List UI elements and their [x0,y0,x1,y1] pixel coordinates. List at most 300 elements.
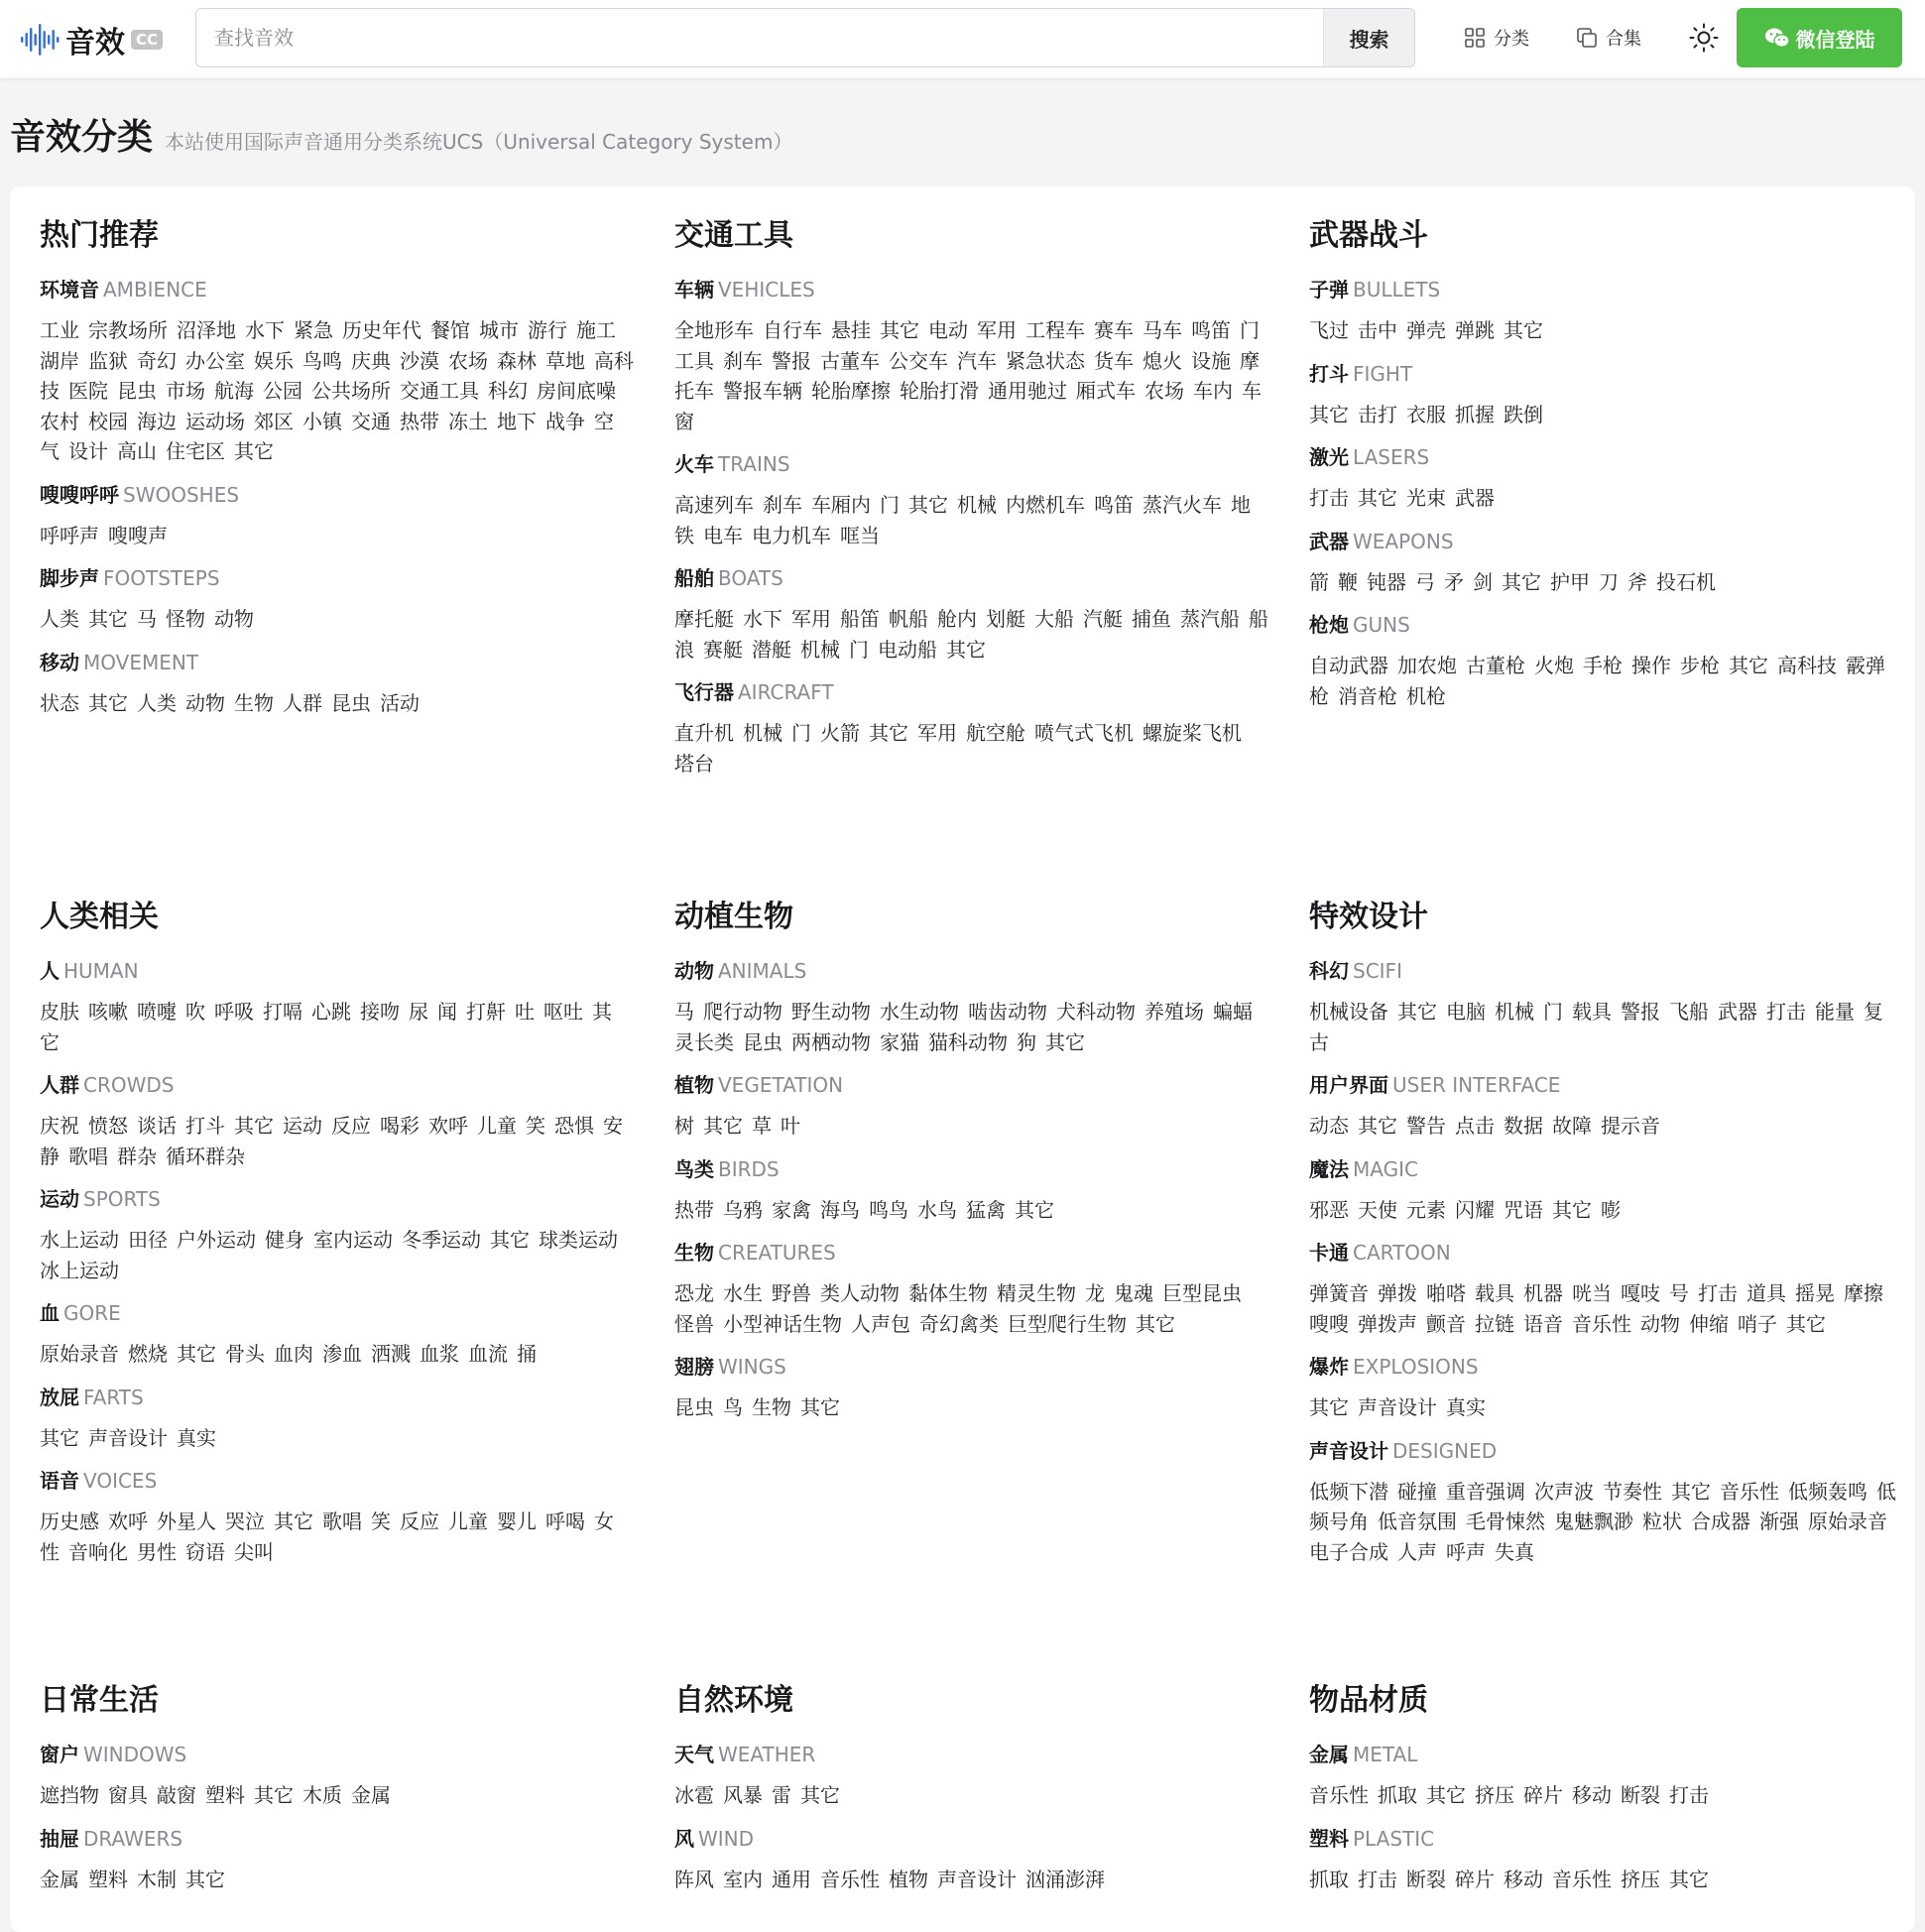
tag-link[interactable]: 嗖嗖 [1309,1311,1349,1336]
tag-link[interactable]: 反应 [331,1114,371,1138]
tag-link[interactable]: 接吻 [360,1000,400,1024]
tag-link[interactable]: 悬挂 [831,318,871,342]
tag-link[interactable]: 其它 [869,721,908,745]
tag-link[interactable]: 公园 [263,379,302,403]
tag-link[interactable]: 设计 [68,439,108,463]
tag-link[interactable]: 水下 [743,607,782,631]
tag-link[interactable]: 鸣笛 [1094,493,1134,517]
tag-link[interactable]: 抓取 [1309,1867,1349,1891]
tag-link[interactable]: 巨型昆虫 [1162,1281,1242,1305]
tag-link[interactable]: 其它 [1504,318,1543,342]
tag-link[interactable]: 机械 [743,721,782,745]
subcategory-heading[interactable] [40,564,635,592]
tag-link[interactable]: 血浆 [420,1342,459,1366]
tag-link[interactable]: 真实 [177,1425,216,1450]
tag-link[interactable]: 摩托艇 [674,607,734,631]
subcategory-heading[interactable] [674,1825,1269,1853]
tag-link[interactable]: 打嗝 [263,1000,302,1024]
tag-link[interactable]: 语音 [1523,1311,1563,1336]
tag-link[interactable]: 历史感 [40,1509,99,1533]
tag-link[interactable]: 火箭 [820,721,860,745]
subcategory-heading[interactable] [40,1384,635,1411]
tag-link[interactable]: 警告 [1406,1114,1446,1138]
tag-link[interactable]: 箭 [1309,569,1329,594]
site-logo[interactable] [20,18,163,61]
tag-link[interactable]: 航空舱 [966,721,1025,745]
tag-link[interactable]: 龙 [1085,1281,1105,1305]
tag-link[interactable]: 湖岸 [40,348,79,373]
tag-link[interactable]: 螺旋桨飞机 [1143,721,1242,745]
tag-link[interactable]: 音乐性 [1572,1311,1631,1336]
tag-link[interactable]: 其它 [1309,1395,1349,1419]
tag-link[interactable]: 水下 [245,318,285,342]
tag-link[interactable]: 航海 [214,379,254,403]
tag-link[interactable]: 喷嚏 [137,1000,177,1024]
subcategory-heading[interactable] [674,678,1269,706]
tag-link[interactable]: 钝器 [1367,569,1406,594]
tag-link[interactable]: 打斗 [185,1114,225,1138]
tag-link[interactable]: 碰撞 [1397,1479,1437,1504]
tag-link[interactable]: 其它 [1397,1000,1437,1024]
tag-link[interactable]: 其它 [1015,1197,1054,1222]
tag-link[interactable]: 田径 [128,1228,168,1252]
tag-link[interactable]: 打击 [1766,1000,1806,1024]
tag-link[interactable]: 血流 [468,1342,508,1366]
tag-link[interactable]: 工程车 [1025,318,1085,342]
subcategory-heading[interactable] [674,1155,1269,1183]
tag-link[interactable]: 医院 [68,379,108,403]
tag-link[interactable]: 移动 [1504,1867,1543,1891]
tag-link[interactable]: 哭泣 [225,1509,265,1533]
tag-link[interactable]: 声音设计 [1358,1395,1437,1419]
tag-link[interactable]: 灵长类 [674,1029,734,1054]
tag-link[interactable]: 运动 [283,1114,322,1138]
tag-link[interactable]: 重音强调 [1446,1479,1525,1504]
subcategory-heading[interactable] [1309,1437,1904,1465]
tag-link[interactable]: 呼呼声 [40,523,99,547]
tag-link[interactable]: 啪嗒 [1426,1281,1466,1305]
tag-link[interactable]: 塔台 [674,751,714,776]
tag-link[interactable]: 其它 [1669,1867,1709,1891]
tag-link[interactable]: 其它 [1552,1197,1592,1222]
tag-link[interactable]: 抓取 [1378,1783,1417,1807]
tag-link[interactable]: 其它 [234,1114,274,1138]
tag-link[interactable]: 狗 [1017,1029,1036,1054]
tag-link[interactable]: 水鸟 [917,1197,957,1222]
tag-link[interactable]: 恐惧 [554,1114,594,1138]
tag-link[interactable]: 弓 [1415,569,1435,594]
tag-link[interactable]: 蒸汽火车 [1143,493,1222,517]
tag-link[interactable]: 歌唱 [322,1509,362,1533]
tag-link[interactable]: 其它 [1045,1029,1085,1054]
tag-link[interactable]: 科幻 [488,379,528,403]
tag-link[interactable]: 斧 [1627,569,1647,594]
tag-link[interactable]: 其它 [1358,486,1397,510]
tag-link[interactable]: 自行车 [763,318,822,342]
tag-link[interactable]: 复古 [1309,1000,1883,1054]
tag-link[interactable]: 自动武器 [1309,654,1388,677]
tag-link[interactable]: 群杂 [117,1144,157,1168]
tag-link[interactable]: 其它 [490,1228,530,1252]
tag-link[interactable]: 抓握 [1455,402,1495,426]
subcategory-heading[interactable] [1309,276,1904,303]
tag-link[interactable]: 紧急状态 [1006,348,1085,373]
tag-link[interactable]: 森林 [497,348,537,373]
tag-link[interactable]: 捕鱼 [1132,607,1171,631]
tag-link[interactable]: 元素 [1406,1197,1446,1222]
tag-link[interactable]: 办公室 [185,348,245,373]
tag-link[interactable]: 低频下潜 [1309,1479,1388,1504]
tag-link[interactable]: 毛骨悚然 [1466,1509,1545,1533]
tag-link[interactable]: 机器 [1523,1281,1563,1305]
tag-link[interactable]: 雷 [772,1783,791,1807]
tag-link[interactable]: 帆船 [889,607,928,631]
tag-link[interactable]: 其它 [88,607,128,631]
tag-link[interactable]: 草 [752,1114,772,1138]
tag-link[interactable]: 打击 [1358,1867,1397,1891]
tag-link[interactable]: 冰上运动 [40,1258,119,1282]
tag-link[interactable]: 弹簧音 [1309,1281,1369,1305]
tag-link[interactable]: 能量 [1815,1000,1855,1024]
tag-link[interactable]: 人声 [1397,1539,1437,1564]
subcategory-heading[interactable] [674,276,1269,303]
tag-link[interactable]: 护甲 [1550,569,1590,594]
tag-link[interactable]: 高山 [117,439,157,463]
tag-link[interactable]: 儿童 [448,1509,488,1533]
tag-link[interactable]: 弹拨声 [1358,1311,1417,1336]
tag-link[interactable]: 车窗 [674,379,1262,433]
tag-link[interactable]: 飞过 [1309,318,1349,342]
tag-link[interactable]: 生物 [752,1395,791,1419]
tag-link[interactable]: 宗教场所 [88,318,168,342]
tag-link[interactable]: 类人动物 [820,1281,900,1305]
tag-link[interactable]: 爬行动物 [703,1000,782,1024]
tag-link[interactable]: 音乐性 [1309,1783,1369,1807]
tag-link[interactable]: 电力机车 [752,523,831,547]
nav-category[interactable] [1464,18,1529,58]
tag-link[interactable]: 昆虫 [331,690,371,715]
tag-link[interactable]: 工具 [674,348,714,373]
tag-link[interactable]: 其它 [88,690,128,715]
tag-link[interactable]: 车内 [1193,379,1233,403]
tag-link[interactable]: 外星人 [157,1509,216,1533]
tag-link[interactable]: 生物 [234,690,274,715]
tag-link[interactable]: 摇晃 [1795,1281,1835,1305]
subcategory-heading[interactable] [674,1071,1269,1099]
tag-link[interactable]: 野兽 [772,1281,811,1305]
tag-link[interactable]: 冰雹 [674,1783,714,1807]
tag-link[interactable]: 海鸟 [820,1197,860,1222]
tag-link[interactable]: 合成器 [1691,1509,1750,1533]
tag-link[interactable]: 嗖嗖声 [108,523,168,547]
tag-link[interactable]: 户外运动 [177,1228,256,1252]
tag-link[interactable]: 潜艇 [752,637,791,662]
tag-link[interactable]: 刀 [1599,569,1619,594]
tag-link[interactable]: 伸缩 [1689,1311,1729,1336]
tag-link[interactable]: 马 [674,1000,694,1024]
subcategory-heading[interactable] [40,481,635,509]
tag-link[interactable]: 挤压 [1475,1783,1514,1807]
subcategory-heading[interactable] [40,1467,635,1495]
tag-link[interactable]: 心跳 [311,1000,351,1024]
tag-link[interactable]: 汽艇 [1083,607,1123,631]
tag-link[interactable]: 人声包 [851,1311,910,1336]
tag-link[interactable]: 刹车 [723,348,763,373]
tag-link[interactable]: 鸟鸣 [302,348,342,373]
subcategory-heading[interactable] [1309,1353,1904,1381]
tag-link[interactable]: 其它 [40,1425,79,1450]
tag-link[interactable]: 公共场所 [311,379,391,403]
subcategory-heading[interactable] [40,1299,635,1327]
tag-link[interactable]: 呕吐 [543,1000,583,1024]
tag-link[interactable]: 通用驰过 [988,379,1067,403]
subcategory-heading[interactable] [674,1239,1269,1267]
tag-link[interactable]: 内燃机车 [1006,493,1085,517]
tag-link[interactable]: 武器 [1718,1000,1757,1024]
tag-link[interactable]: 赛车 [1094,318,1134,342]
tag-link[interactable]: 全地形车 [674,318,754,342]
tag-link[interactable]: 血肉 [274,1342,313,1366]
subcategory-heading[interactable] [40,1825,635,1853]
subcategory-heading[interactable] [674,1353,1269,1381]
subcategory-heading[interactable] [674,1741,1269,1768]
tag-link[interactable]: 击中 [1358,318,1397,342]
tag-link[interactable]: 机械 [800,637,840,662]
tag-link[interactable]: 其它 [1309,402,1349,426]
tag-link[interactable]: 公交车 [889,348,948,373]
tag-link[interactable]: 咒语 [1504,1197,1543,1222]
tag-link[interactable]: 冻土 [448,409,488,433]
tag-link[interactable]: 鸟 [723,1395,743,1419]
tag-link[interactable]: 庆典 [351,348,391,373]
tag-link[interactable]: 低频号角 [1309,1479,1896,1533]
tag-link[interactable]: 捅 [517,1342,537,1366]
tag-link[interactable]: 电子合成 [1309,1539,1388,1564]
tag-link[interactable]: 古董枪 [1466,654,1525,677]
tag-link[interactable]: 小型神话生物 [723,1311,842,1336]
tag-link[interactable]: 光束 [1406,486,1446,510]
tag-link[interactable]: 弹跳 [1455,318,1495,342]
tag-link[interactable]: 农场 [1144,379,1184,403]
tag-link[interactable]: 火炮 [1534,654,1574,677]
tag-link[interactable]: 舱内 [937,607,977,631]
tag-link[interactable]: 门 [1240,318,1260,342]
tag-link[interactable]: 大船 [1034,607,1074,631]
tag-link[interactable]: 其它 [1671,1479,1711,1504]
tag-link[interactable]: 犬科动物 [1056,1000,1136,1024]
tag-link[interactable]: 碎片 [1455,1867,1495,1891]
tag-link[interactable]: 断裂 [1621,1783,1660,1807]
tag-link[interactable]: 消音枪 [1338,683,1397,708]
tag-link[interactable]: 嘎吱 [1621,1281,1660,1305]
tag-link[interactable]: 猫科动物 [928,1029,1008,1054]
tag-link[interactable]: 其它 [908,493,948,517]
tag-link[interactable]: 吹 [185,1000,205,1024]
tag-link[interactable]: 安静 [40,1114,623,1168]
tag-link[interactable]: 室内运动 [313,1228,393,1252]
tag-link[interactable]: 人群 [283,690,322,715]
tag-link[interactable]: 剑 [1473,569,1493,594]
tag-link[interactable]: 昆虫 [743,1029,782,1054]
tag-link[interactable]: 咳嗽 [88,1000,128,1024]
tag-link[interactable]: 手枪 [1583,654,1623,677]
tag-link[interactable]: 汽车 [957,348,997,373]
tag-link[interactable]: 交通 [351,409,391,433]
tag-link[interactable]: 军用 [977,318,1017,342]
tag-link[interactable]: 歌唱 [68,1144,108,1168]
tag-link[interactable]: 啮齿动物 [968,1000,1047,1024]
tag-link[interactable]: 道具 [1746,1281,1786,1305]
tag-link[interactable]: 哨子 [1738,1311,1777,1336]
tag-link[interactable]: 其它 [703,1114,743,1138]
subcategory-heading[interactable] [1309,1071,1904,1099]
tag-link[interactable]: 其它 [274,1509,313,1533]
tag-link[interactable]: 低音氛围 [1378,1509,1457,1533]
tag-link[interactable]: 金属 [351,1783,391,1807]
tag-link[interactable]: 划艇 [986,607,1025,631]
tag-link[interactable]: 打击 [1669,1783,1709,1807]
subcategory-heading[interactable] [1309,1741,1904,1768]
tag-link[interactable]: 热带 [674,1197,714,1222]
tag-link[interactable]: 次声波 [1534,1479,1594,1504]
tag-link[interactable]: 木质 [302,1783,342,1807]
tag-link[interactable]: 养殖场 [1144,1000,1204,1024]
tag-link[interactable]: 其它 [185,1867,225,1891]
tag-link[interactable]: 马 [137,607,157,631]
tag-link[interactable]: 其它 [1786,1311,1826,1336]
tag-link[interactable]: 门 [791,721,811,745]
tag-link[interactable]: 电动 [928,318,968,342]
tag-link[interactable]: 娱乐 [254,348,294,373]
tag-link[interactable]: 鞭 [1338,569,1358,594]
tag-link[interactable]: 摩托车 [674,348,1260,403]
tag-link[interactable]: 警报 [772,348,811,373]
tag-link[interactable]: 呼吸 [214,1000,254,1024]
tag-link[interactable]: 呼喝 [545,1509,585,1533]
tag-link[interactable]: 洒溅 [371,1342,411,1366]
tag-link[interactable]: 号 [1669,1281,1689,1305]
tag-link[interactable]: 声音设计 [88,1425,168,1450]
tag-link[interactable]: 哐当 [840,523,880,547]
tag-link[interactable]: 塑料 [205,1783,245,1807]
tag-link[interactable]: 电脑 [1446,1000,1486,1024]
tag-link[interactable]: 餐馆 [430,318,470,342]
tag-link[interactable]: 操作 [1631,654,1671,677]
tag-link[interactable]: 阵风 [674,1867,714,1891]
tag-link[interactable]: 热带 [400,409,439,433]
tag-link[interactable]: 警报车辆 [723,379,802,403]
tag-link[interactable]: 精灵生物 [997,1281,1076,1305]
tag-link[interactable]: 矛 [1444,569,1464,594]
tag-link[interactable]: 骨头 [225,1342,265,1366]
tag-link[interactable]: 树 [674,1114,694,1138]
tag-link[interactable]: 古董车 [820,348,880,373]
tag-link[interactable]: 移动 [1572,1783,1612,1807]
tag-link[interactable]: 其它 [254,1783,294,1807]
subcategory-heading[interactable] [40,1741,635,1768]
tag-link[interactable]: 运动场 [185,409,245,433]
tag-link[interactable]: 轮胎打滑 [900,379,979,403]
tag-link[interactable]: 跌倒 [1504,402,1543,426]
tag-link[interactable]: 渗血 [322,1342,362,1366]
tag-link[interactable]: 室内 [723,1867,763,1891]
tag-link[interactable]: 男性 [137,1539,177,1564]
tag-link[interactable]: 遮挡物 [40,1783,99,1807]
tag-link[interactable]: 紧急 [294,318,333,342]
tag-link[interactable]: 其它 [1426,1783,1466,1807]
tag-link[interactable]: 海边 [137,409,177,433]
tag-link[interactable]: 故障 [1552,1114,1592,1138]
tag-link[interactable]: 刹车 [763,493,802,517]
tag-link[interactable]: 真实 [1446,1395,1486,1419]
tag-link[interactable]: 摩擦 [1844,1281,1883,1305]
tag-link[interactable]: 燃烧 [128,1342,168,1366]
subcategory-heading[interactable] [674,450,1269,478]
tag-link[interactable]: 汹涌澎湃 [1025,1867,1105,1891]
tag-link[interactable]: 猛禽 [966,1197,1006,1222]
subcategory-heading[interactable] [40,957,635,985]
tag-link[interactable]: 窃语 [185,1539,225,1564]
tag-link[interactable]: 人类 [40,607,79,631]
tag-link[interactable]: 鸣笛 [1191,318,1231,342]
tag-link[interactable]: 监狱 [88,348,128,373]
tag-link[interactable]: 低频轰鸣 [1788,1479,1867,1504]
tag-link[interactable]: 农场 [448,348,488,373]
tag-link[interactable]: 植物 [889,1867,928,1891]
tag-link[interactable]: 赛艇 [703,637,743,662]
tag-link[interactable]: 交通工具 [400,379,479,403]
tag-link[interactable]: 弹拨 [1378,1281,1417,1305]
tag-link[interactable]: 历史年代 [342,318,421,342]
tag-link[interactable]: 载具 [1572,1000,1612,1024]
tag-link[interactable]: 游行 [528,318,567,342]
theme-toggle[interactable] [1688,22,1720,54]
tag-link[interactable]: 声音设计 [937,1867,1017,1891]
tag-link[interactable]: 提示音 [1601,1114,1660,1138]
tag-link[interactable]: 动物 [185,690,225,715]
tag-link[interactable]: 儿童 [477,1114,517,1138]
tag-link[interactable]: 高科技 [40,348,634,403]
tag-link[interactable]: 其它 [800,1395,840,1419]
tag-link[interactable]: 呼声 [1446,1539,1486,1564]
tag-link[interactable]: 打鼾 [466,1000,506,1024]
tag-link[interactable]: 其它 [177,1342,216,1366]
tag-link[interactable]: 咣当 [1572,1281,1612,1305]
tag-link[interactable]: 婴儿 [497,1509,537,1533]
tag-link[interactable]: 庆祝 [40,1114,79,1138]
subcategory-heading[interactable] [40,1185,635,1213]
search-button[interactable]: 搜索 [1323,9,1414,66]
tag-link[interactable]: 农村 [40,409,79,433]
tag-link[interactable]: 市场 [166,379,205,403]
tag-link[interactable]: 野生动物 [791,1000,871,1024]
tag-link[interactable]: 健身 [265,1228,304,1252]
tag-link[interactable]: 活动 [380,690,420,715]
tag-link[interactable]: 房间底噪 [537,379,616,403]
tag-link[interactable]: 打击 [1309,486,1349,510]
tag-link[interactable]: 施工 [576,318,616,342]
tag-link[interactable]: 欢呼 [428,1114,468,1138]
tag-link[interactable]: 军用 [917,721,957,745]
tag-link[interactable]: 两栖动物 [791,1029,871,1054]
tag-link[interactable]: 动物 [1640,1311,1680,1336]
tag-link[interactable]: 草地 [545,348,585,373]
tag-link[interactable]: 音乐性 [1720,1479,1779,1504]
tag-link[interactable]: 怪兽 [674,1311,714,1336]
tag-link[interactable]: 黏体生物 [908,1281,988,1305]
tag-link[interactable]: 其它 [946,637,986,662]
tag-link[interactable]: 家猫 [880,1029,919,1054]
